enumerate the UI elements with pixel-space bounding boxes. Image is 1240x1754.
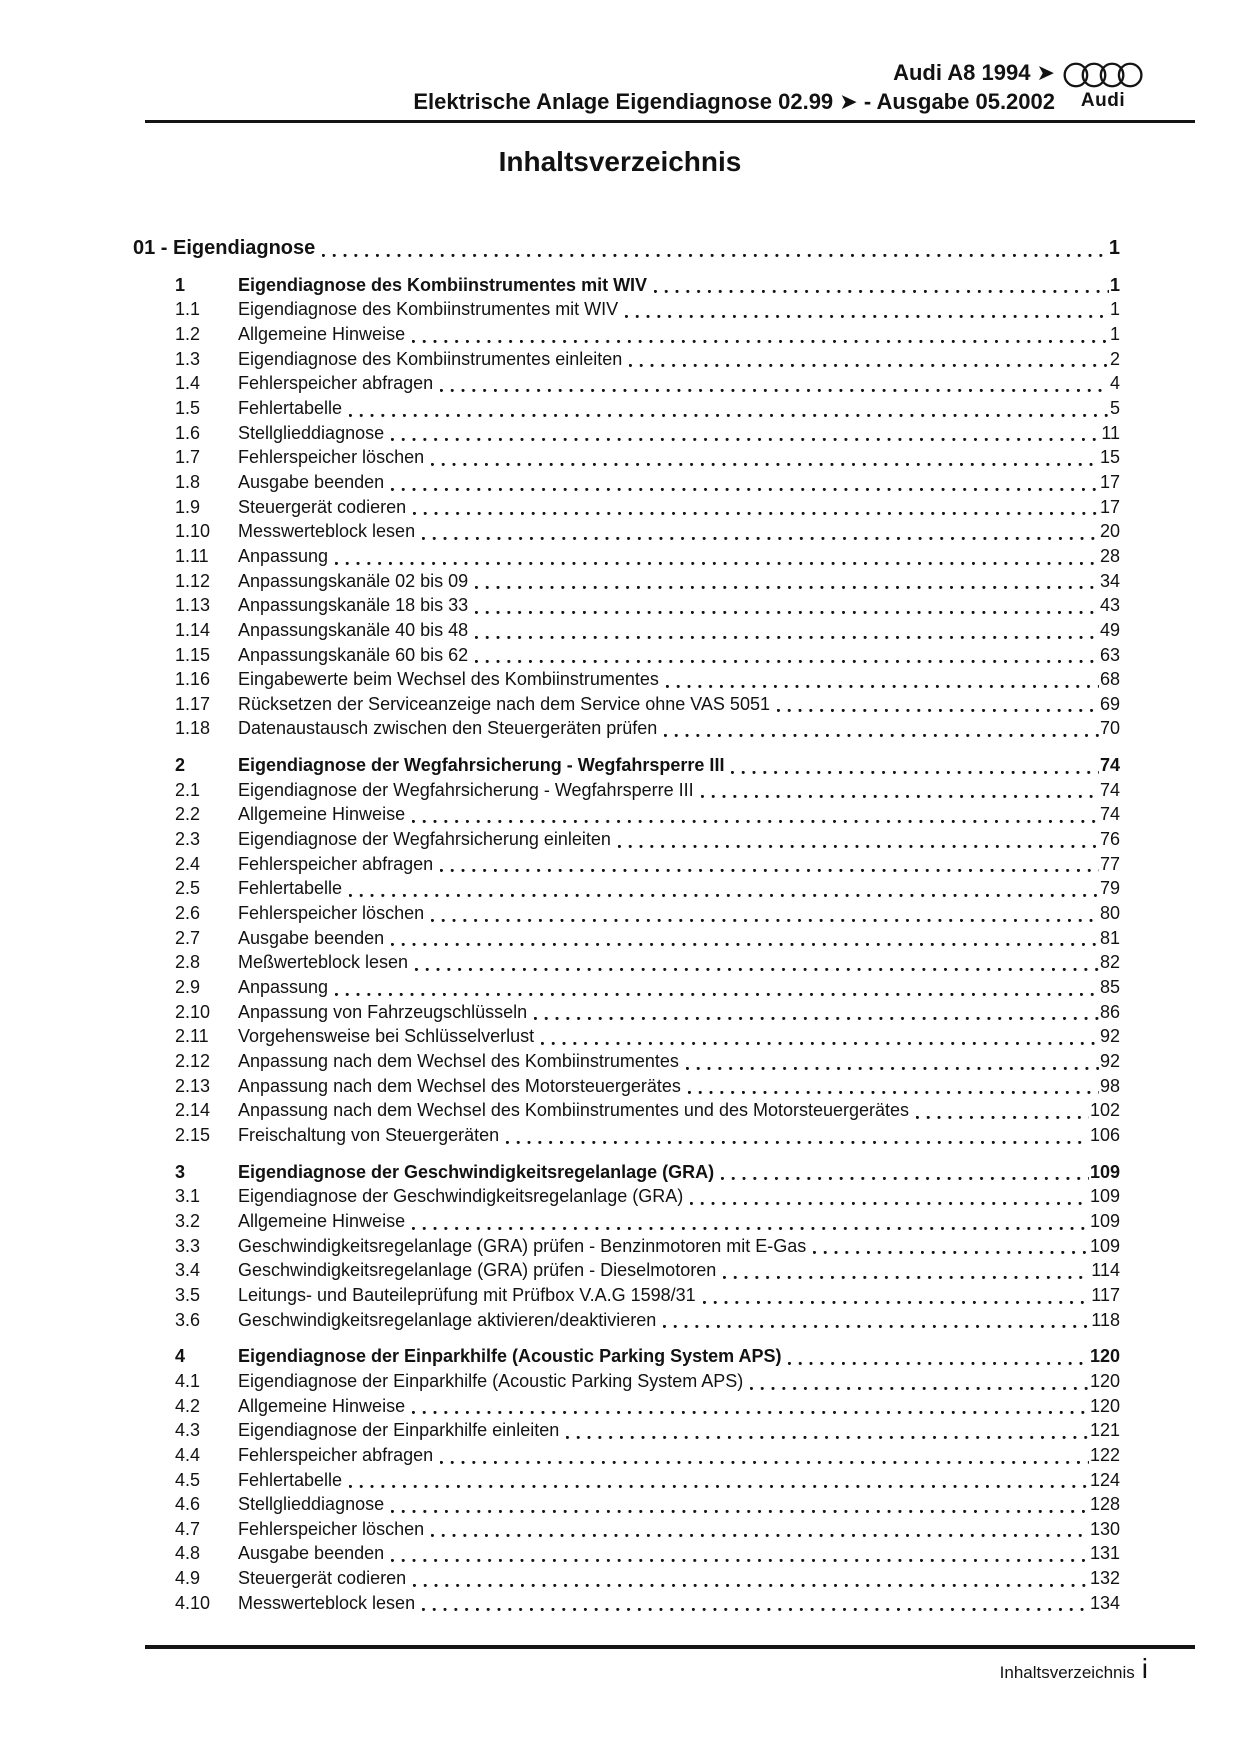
entry-page-number: 109 — [1089, 1210, 1120, 1231]
header-model-line: Audi A8 1994 ➤ — [893, 60, 1055, 85]
toc-entry[interactable] — [133, 618, 1120, 643]
entry-title: Eigendiagnose des Kombiinstrumentes mit WIV — [238, 299, 619, 320]
entry-title: Allgemeine Hinweise — [238, 804, 406, 825]
entry-number: 1.4 — [175, 373, 201, 394]
entry-number: 1 — [175, 274, 186, 295]
entry-title: Fehlerspeicher löschen — [238, 447, 425, 468]
entry-number: 2.12 — [175, 1051, 211, 1071]
dot-leader — [686, 1067, 1099, 1070]
entry-page-number: 117 — [1091, 1284, 1120, 1305]
entry-number: 1.15 — [175, 644, 211, 665]
entry-page-number: 109 — [1089, 1186, 1120, 1207]
entry-page-number: 134 — [1089, 1592, 1120, 1613]
dot-leader — [431, 1534, 1089, 1537]
toc-entry[interactable] — [133, 852, 1120, 877]
dot-leader — [412, 820, 1099, 823]
toc-entry[interactable] — [133, 1492, 1120, 1517]
toc-entry[interactable] — [133, 347, 1120, 372]
toc-entry[interactable] — [133, 876, 1120, 901]
entry-number: 2.3 — [175, 829, 201, 850]
toc-entry[interactable] — [133, 1160, 1120, 1185]
footer — [1000, 1655, 1148, 1683]
dot-leader — [625, 315, 1109, 318]
toc-entry[interactable] — [133, 1369, 1120, 1394]
toc-entry[interactable] — [133, 692, 1120, 717]
dot-leader — [322, 254, 1108, 257]
entry-page-number: 76 — [1099, 829, 1120, 850]
entry-page-number: 69 — [1099, 693, 1120, 714]
entry-title: Eigendiagnose der Wegfahrsicherung - Wegfahrsperre III — [238, 779, 694, 800]
dot-leader — [391, 438, 1100, 441]
entry-number: 3.5 — [175, 1284, 201, 1305]
entry-number: 1.12 — [175, 570, 211, 591]
entry-title: Messwerteblock lesen — [238, 1592, 416, 1613]
entry-title: Ausgabe beenden — [238, 927, 385, 948]
entry-number: 2.9 — [175, 977, 201, 998]
entry-number: 4.7 — [175, 1518, 201, 1539]
entry-title: Vorgehensweise bei Schlüsselverlust — [238, 1026, 535, 1047]
dot-leader — [506, 1141, 1089, 1144]
toc-entry[interactable] — [133, 1418, 1120, 1443]
entry-number: 3.6 — [175, 1309, 201, 1330]
entry-number: 2.14 — [175, 1100, 211, 1121]
table-of-contents — [133, 236, 1120, 1615]
toc-entry[interactable] — [133, 1000, 1120, 1025]
entry-page-number: 68 — [1099, 669, 1120, 690]
dot-leader — [731, 771, 1099, 774]
entry-title: Eigendiagnose des Kombiinstrumentes einleiten — [238, 348, 623, 369]
entry-page-number: 80 — [1099, 903, 1120, 924]
toc-entry[interactable] — [133, 1184, 1120, 1209]
dot-leader — [391, 943, 1099, 946]
toc-entry[interactable] — [133, 1541, 1120, 1566]
entry-number: 1.11 — [175, 545, 209, 566]
entry-number: 3.1 — [175, 1186, 201, 1207]
entry-page-number: 49 — [1099, 619, 1120, 640]
dot-leader — [412, 340, 1109, 343]
entry-title: Eigendiagnose der Wegfahrsicherung - Wegfahrsperre III — [238, 755, 725, 776]
dot-leader — [534, 1017, 1099, 1020]
toc-entry[interactable] — [133, 1024, 1120, 1049]
entry-number: 1.5 — [175, 397, 201, 418]
page-title: Inhaltsverzeichnis — [498, 146, 742, 177]
header-text — [413, 58, 1055, 116]
entry-page-number: 86 — [1099, 1001, 1120, 1022]
toc-entry[interactable] — [133, 322, 1120, 347]
dot-leader — [391, 1559, 1089, 1562]
dot-leader — [335, 993, 1099, 996]
entry-number: 3.3 — [175, 1235, 201, 1256]
audi-logo — [1063, 60, 1143, 111]
entry-title: Eigendiagnose der Einparkhilfe einleiten — [238, 1420, 560, 1441]
toc-entry[interactable] — [133, 1566, 1120, 1591]
toc-entry[interactable] — [133, 901, 1120, 926]
dot-leader — [788, 1362, 1088, 1365]
toc-entry[interactable] — [133, 1234, 1120, 1259]
entry-number: 4.9 — [175, 1568, 201, 1589]
entry-page-number: 98 — [1099, 1075, 1120, 1096]
dot-leader — [412, 1411, 1089, 1414]
entry-page-number: 1 — [1109, 274, 1120, 295]
entry-number: 2.6 — [175, 903, 201, 924]
dot-leader — [422, 537, 1099, 540]
entry-number: 1.16 — [175, 669, 211, 690]
dot-leader — [413, 1584, 1089, 1587]
dot-leader — [440, 389, 1109, 392]
entry-title: Anpassungskanäle 18 bis 33 — [238, 595, 469, 616]
toc-entry[interactable] — [133, 396, 1120, 421]
dot-leader — [618, 845, 1099, 848]
dot-leader — [813, 1251, 1089, 1254]
toc-entry[interactable] — [133, 470, 1120, 495]
dot-leader — [566, 1436, 1089, 1439]
entry-page-number: 82 — [1099, 952, 1120, 973]
entry-page-number: 63 — [1099, 644, 1120, 665]
toc-entry[interactable] — [133, 421, 1120, 446]
entry-number: 3.2 — [175, 1210, 201, 1231]
toc-entry[interactable] — [133, 1283, 1120, 1308]
dot-leader — [475, 611, 1099, 614]
entry-title: Steuergerät codieren — [238, 1568, 407, 1589]
footer-label: Inhaltsverzeichnis — [999, 1663, 1135, 1682]
entry-page-number: 4 — [1109, 373, 1120, 394]
toc-entry[interactable] — [133, 1258, 1120, 1283]
entry-title: Datenaustausch zwischen den Steuergeräten prüfen — [238, 718, 658, 739]
toc-entry[interactable] — [133, 716, 1120, 741]
dot-leader — [777, 709, 1099, 712]
entry-title: Fehlerspeicher abfragen — [238, 1444, 434, 1465]
dot-leader — [349, 1485, 1089, 1488]
toc-entry[interactable] — [133, 445, 1120, 470]
toc-entry[interactable] — [133, 827, 1120, 852]
entry-title: Anpassungskanäle 60 bis 62 — [238, 644, 469, 665]
entry-page-number: 20 — [1099, 521, 1120, 542]
toc-entry[interactable] — [133, 753, 1120, 778]
entry-title: Anpassung nach dem Wechsel des Kombiinstrumentes — [238, 1051, 679, 1071]
entry-page-number: 128 — [1089, 1494, 1120, 1515]
toc-entry[interactable] — [133, 1123, 1120, 1148]
entry-number: 4 — [175, 1346, 186, 1367]
entry-title: Ausgabe beenden — [238, 471, 385, 492]
entry-title: Anpassung von Fahrzeugschlüsseln — [238, 1001, 528, 1022]
entry-title: Anpassungskanäle 02 bis 09 — [238, 570, 469, 591]
toc-entry[interactable] — [133, 1591, 1120, 1616]
entry-page-number: 77 — [1099, 853, 1120, 874]
entry-title: Fehlertabelle — [238, 1469, 343, 1490]
header-doc-line: Elektrische Anlage Eigendiagnose 02.99 ➤ - Ausgabe 05.2002 — [413, 89, 1055, 114]
entry-page-number: 70 — [1099, 718, 1120, 739]
dot-leader — [703, 1301, 1091, 1304]
entry-number: 4.3 — [175, 1420, 201, 1441]
entry-number: 1.8 — [175, 471, 201, 492]
entry-title: Fehlerspeicher löschen — [238, 903, 425, 924]
entry-number: 1.6 — [175, 422, 201, 443]
entry-title: Anpassung — [238, 545, 329, 566]
audi-wordmark: Audi — [1080, 90, 1126, 111]
entry-page-number: 43 — [1099, 595, 1120, 616]
entry-title: Fehlertabelle — [238, 878, 343, 899]
toc-entry[interactable] — [133, 975, 1120, 1000]
dot-leader — [440, 869, 1099, 872]
entry-number: 2.4 — [175, 853, 201, 874]
dot-leader — [629, 364, 1109, 367]
dot-leader — [663, 1325, 1090, 1328]
toc-entry[interactable] — [133, 1468, 1120, 1493]
dot-leader — [721, 1177, 1089, 1180]
toc-entry[interactable] — [133, 519, 1120, 544]
entry-number: 2.5 — [175, 878, 201, 899]
toc-entry[interactable] — [133, 1308, 1120, 1333]
entry-page-number: 74 — [1099, 779, 1120, 800]
entry-page-number: 120 — [1089, 1370, 1120, 1391]
entry-number: 1.9 — [175, 496, 201, 517]
toc-entry[interactable] — [133, 778, 1120, 803]
dot-leader — [688, 1091, 1099, 1094]
toc-entry[interactable] — [133, 297, 1120, 322]
footer-page-number: i — [1141, 1653, 1148, 1684]
entry-title: Fehlerspeicher abfragen — [238, 853, 434, 874]
dot-leader — [666, 685, 1099, 688]
entry-number: 4.4 — [175, 1444, 201, 1465]
toc-entry[interactable] — [133, 1209, 1120, 1234]
toc-entry[interactable] — [133, 1098, 1120, 1123]
entry-page-number: 2 — [1109, 348, 1120, 369]
entry-page-number: 5 — [1109, 397, 1120, 418]
entry-title: Anpassungskanäle 40 bis 48 — [238, 619, 469, 640]
entry-number: 4.10 — [175, 1592, 211, 1613]
entry-page-number: 74 — [1099, 755, 1120, 776]
audi-rings-icon — [1063, 60, 1143, 90]
dot-leader — [475, 586, 1099, 589]
toc-entry[interactable] — [133, 926, 1120, 951]
entry-title: Anpassung nach dem Wechsel des Kombiinstrumentes und des Motorsteuergerätes — [238, 1100, 910, 1121]
dot-leader — [391, 1510, 1089, 1513]
dot-leader — [391, 488, 1099, 491]
entry-number: 2.11 — [175, 1026, 209, 1047]
entry-number: 1.14 — [175, 619, 211, 640]
toc-entry[interactable] — [133, 950, 1120, 975]
entry-title: Rücksetzen der Serviceanzeige nach dem Service ohne VAS 5051 — [238, 693, 770, 714]
dot-leader — [701, 795, 1099, 798]
entry-number: 4.6 — [175, 1494, 201, 1515]
entry-page-number: 118 — [1091, 1309, 1120, 1330]
entry-page-number: 79 — [1099, 878, 1120, 899]
entry-number: 1.18 — [175, 718, 211, 739]
entry-number: 3.4 — [175, 1260, 201, 1281]
entry-page-number: 109 — [1089, 1235, 1120, 1256]
dot-leader — [916, 1116, 1089, 1119]
chapter-page-number: 1 — [1108, 237, 1120, 259]
entry-number: 3 — [175, 1161, 186, 1182]
entry-title: Geschwindigkeitsregelanlage (GRA) prüfen - Dieselmotoren — [238, 1260, 717, 1281]
entry-title: Anpassung — [238, 977, 329, 998]
entry-title: Meßwerteblock lesen — [238, 952, 409, 973]
entry-title: Stellglieddiagnose — [238, 422, 385, 443]
entry-number: 4.2 — [175, 1395, 201, 1416]
entry-title: Messwerteblock lesen — [238, 521, 416, 542]
entry-page-number: 15 — [1099, 447, 1120, 468]
entry-page-number: 1 — [1109, 299, 1120, 320]
toc-entry[interactable] — [133, 495, 1120, 520]
toc-entry-list — [133, 273, 1120, 1616]
entry-page-number: 124 — [1089, 1469, 1120, 1490]
entry-page-number: 106 — [1089, 1124, 1120, 1145]
entry-title: Anpassung nach dem Wechsel des Motorsteuergerätes — [238, 1075, 681, 1096]
entry-number: 2.2 — [175, 804, 201, 825]
entry-number: 1.10 — [175, 521, 211, 542]
footer-rule — [145, 1645, 1195, 1649]
entry-number: 1.7 — [175, 447, 201, 468]
entry-title: Fehlertabelle — [238, 397, 343, 418]
entry-title: Geschwindigkeitsregelanlage aktivieren/deaktivieren — [238, 1309, 657, 1330]
entry-page-number: 132 — [1089, 1568, 1120, 1589]
entry-page-number: 102 — [1089, 1100, 1120, 1121]
dot-leader — [422, 1608, 1089, 1611]
entry-title: Steuergerät codieren — [238, 496, 407, 517]
entry-title: Stellglieddiagnose — [238, 1494, 385, 1515]
entry-title: Allgemeine Hinweise — [238, 1395, 406, 1416]
entry-number: 4.8 — [175, 1543, 201, 1564]
entry-title: Allgemeine Hinweise — [238, 323, 406, 344]
dot-leader — [475, 636, 1099, 639]
entry-page-number: 17 — [1099, 471, 1120, 492]
toc-entry[interactable] — [133, 371, 1120, 396]
entry-number: 4.1 — [175, 1370, 201, 1391]
toc-entry[interactable] — [133, 1394, 1120, 1419]
toc-entry[interactable] — [133, 1049, 1120, 1074]
entry-page-number: 92 — [1099, 1026, 1120, 1047]
entry-page-number: 28 — [1099, 545, 1120, 566]
dot-leader — [431, 919, 1099, 922]
dot-leader — [654, 290, 1109, 293]
toc-entry[interactable] — [133, 593, 1120, 618]
entry-title: Leitungs- und Bauteileprüfung mit Prüfbox V.A.G 1598/31 — [238, 1284, 696, 1305]
dot-leader — [335, 562, 1099, 565]
toc-entry[interactable] — [133, 569, 1120, 594]
entry-number: 2.15 — [175, 1124, 211, 1145]
toc-entry[interactable] — [133, 643, 1120, 668]
entry-title: Eigendiagnose der Wegfahrsicherung einleiten — [238, 829, 611, 850]
entry-page-number: 74 — [1099, 804, 1120, 825]
entry-page-number: 120 — [1089, 1395, 1120, 1416]
entry-page-number: 109 — [1089, 1161, 1120, 1182]
entry-page-number: 130 — [1089, 1518, 1120, 1539]
entry-page-number: 85 — [1099, 977, 1120, 998]
entry-title: Eigendiagnose der Geschwindigkeitsregelanlage (GRA) — [238, 1186, 684, 1207]
entry-page-number: 1 — [1109, 323, 1120, 344]
entry-title: Ausgabe beenden — [238, 1543, 385, 1564]
dot-leader — [415, 968, 1099, 971]
entry-number: 2.8 — [175, 952, 201, 973]
dot-leader — [541, 1042, 1099, 1045]
entry-number: 1.17 — [175, 693, 211, 714]
entry-title: Fehlerspeicher abfragen — [238, 373, 434, 394]
dot-leader — [664, 734, 1099, 737]
entry-page-number: 34 — [1099, 570, 1120, 591]
entry-number: 2.10 — [175, 1001, 211, 1022]
toc-entry[interactable] — [133, 1344, 1120, 1369]
header-rule — [145, 120, 1195, 123]
toc-entry[interactable] — [133, 1074, 1120, 1099]
toc-entry[interactable] — [133, 1517, 1120, 1542]
entry-page-number: 92 — [1099, 1051, 1120, 1071]
entry-number: 1.2 — [175, 323, 201, 344]
toc-chapter-row[interactable] — [133, 236, 1120, 261]
toc-entry[interactable] — [133, 544, 1120, 569]
entry-number: 2.13 — [175, 1075, 211, 1096]
entry-title: Geschwindigkeitsregelanlage (GRA) prüfen - Benzinmotoren mit E-Gas — [238, 1235, 807, 1256]
entry-page-number: 120 — [1089, 1346, 1120, 1367]
toc-entry[interactable] — [133, 802, 1120, 827]
dot-leader — [475, 660, 1099, 663]
entry-page-number: 17 — [1099, 496, 1120, 517]
entry-title: Allgemeine Hinweise — [238, 1210, 406, 1231]
dot-leader — [690, 1202, 1089, 1205]
entry-page-number: 11 — [1101, 422, 1120, 443]
entry-page-number: 121 — [1089, 1420, 1120, 1441]
toc-entry[interactable] — [133, 1443, 1120, 1468]
toc-entry[interactable] — [133, 667, 1120, 692]
dot-leader — [723, 1276, 1090, 1279]
entry-number: 2 — [175, 755, 186, 776]
entry-title: Eigendiagnose des Kombiinstrumentes mit WIV — [238, 274, 648, 295]
entry-title: Freischaltung von Steuergeräten — [238, 1124, 500, 1145]
entry-page-number: 122 — [1089, 1444, 1120, 1465]
entry-title: Fehlerspeicher löschen — [238, 1518, 425, 1539]
entry-title: Eigendiagnose der Geschwindigkeitsregelanlage (GRA) — [238, 1161, 715, 1182]
entry-number: 1.13 — [175, 595, 211, 616]
dot-leader — [750, 1387, 1089, 1390]
entry-number: 4.5 — [175, 1469, 201, 1490]
chapter-label: 01 - Eigendiagnose — [133, 237, 316, 259]
entry-number: 2.7 — [175, 927, 201, 948]
entry-title: Eigendiagnose der Einparkhilfe (Acoustic Parking System APS) — [238, 1370, 744, 1391]
entry-number: 1.3 — [175, 348, 201, 369]
entry-number: 2.1 — [175, 779, 201, 800]
dot-leader — [412, 1227, 1089, 1230]
entry-number: 1.1 — [175, 299, 201, 320]
toc-entry[interactable] — [133, 273, 1120, 298]
entry-page-number: 81 — [1099, 927, 1120, 948]
dot-leader — [431, 463, 1099, 466]
dot-leader — [349, 414, 1109, 417]
dot-leader — [349, 894, 1099, 897]
entry-page-number: 114 — [1091, 1260, 1120, 1281]
entry-page-number: 131 — [1089, 1543, 1120, 1564]
entry-title: Eingabewerte beim Wechsel des Kombiinstrumentes — [238, 669, 659, 690]
dot-leader — [440, 1461, 1089, 1464]
dot-leader — [413, 512, 1099, 515]
entry-title: Eigendiagnose der Einparkhilfe (Acoustic Parking System APS) — [238, 1346, 782, 1367]
